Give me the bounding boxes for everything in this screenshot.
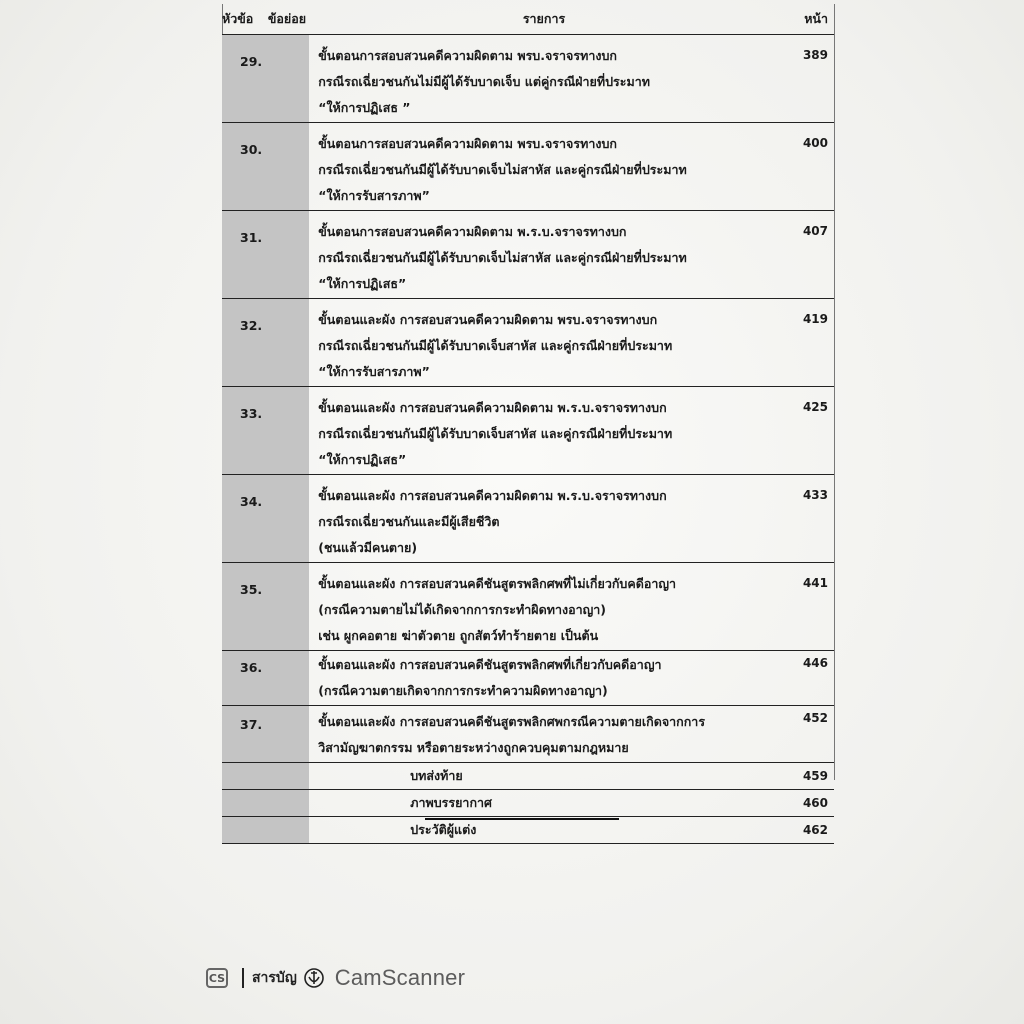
toc-header-row xyxy=(222,4,834,35)
entry-page: 407 xyxy=(802,224,828,238)
toc-entry xyxy=(222,706,834,763)
entry-line: (ชนแล้วมีคนตาย) xyxy=(318,540,418,555)
entry-page: 446 xyxy=(802,656,828,670)
police-emblem-icon xyxy=(303,967,325,989)
col-header-sub: ข้อย่อย xyxy=(267,4,309,35)
entry-line: (กรณีความตายไม่ได้เกิดจากการกระทำผิดทางอาญา) xyxy=(318,602,606,617)
entry-line: วิสามัญฆาตกรรม หรือตายระหว่างถูกควบคุมตามกฎหมาย xyxy=(318,740,629,755)
entry-line: กรณีรถเฉี่ยวชนกันมีผู้ได้รับบาดเจ็บสาหัส และคู่กรณีฝ่ายที่ประมาท xyxy=(318,426,673,441)
entry-page: 400 xyxy=(802,136,828,150)
entry-line: ขั้นตอนและผัง การสอบสวนคดีชันสูตรพลิกศพที่ไม่เกี่ยวกับคดีอาญา xyxy=(318,576,677,591)
end-rule xyxy=(425,818,619,820)
entry-number: 32. xyxy=(240,318,263,333)
toc-entry xyxy=(222,651,834,706)
entry-line: กรณีรถเฉี่ยวชนกันมีผู้ได้รับบาดเจ็บไม่สาหัส และคู่กรณีฝ่ายที่ประมาท xyxy=(318,162,687,177)
tail-title: ประวัติผู้แต่ง xyxy=(410,822,477,837)
col-header-item: รายการ xyxy=(309,4,779,35)
entry-page: 425 xyxy=(802,400,828,414)
col-header-page: หน้า xyxy=(779,4,834,35)
toc-tail-row xyxy=(222,763,834,790)
toc-entry xyxy=(222,211,834,299)
toc-entry xyxy=(222,475,834,563)
entry-page: 441 xyxy=(802,576,828,590)
tail-page: 462 xyxy=(779,817,834,844)
entry-page: 419 xyxy=(802,312,828,326)
entry-line: ขั้นตอนการสอบสวนคดีความผิดตาม พรบ.จราจรทางบก xyxy=(318,48,617,63)
toc-body xyxy=(222,35,834,844)
entry-number: 35. xyxy=(240,582,263,597)
entry-line: “ให้การปฏิเสธ” xyxy=(318,452,407,467)
toc-entry xyxy=(222,299,834,387)
entry-line: ขั้นตอนและผัง การสอบสวนคดีชันสูตรพลิกศพที่เกี่ยวกับคดีอาญา xyxy=(318,657,662,672)
entry-number: 33. xyxy=(240,406,263,421)
entry-number: 31. xyxy=(240,230,263,245)
tail-title: บทส่งท้าย xyxy=(410,768,463,783)
entry-line: “ให้การปฏิเสธ ” xyxy=(318,100,411,115)
toc-entry xyxy=(222,35,834,123)
entry-line: กรณีรถเฉี่ยวชนกันมีผู้ได้รับบาดเจ็บไม่สาหัส และคู่กรณีฝ่ายที่ประมาท xyxy=(318,250,687,265)
entry-line: ขั้นตอนการสอบสวนคดีความผิดตาม พรบ.จราจรทางบก xyxy=(318,136,617,151)
entry-number: 34. xyxy=(240,494,263,509)
entry-number: 30. xyxy=(240,142,263,157)
toc-entry xyxy=(222,123,834,211)
toc-entry xyxy=(222,563,834,651)
footer-label: สารบัญ xyxy=(252,970,297,986)
entry-line: “ให้การรับสารภาพ” xyxy=(318,364,430,379)
toc-entry xyxy=(222,387,834,475)
entry-line: ขั้นตอนและผัง การสอบสวนคดีความผิดตาม พรบ.จราจรทางบก xyxy=(318,312,658,327)
entry-line: ขั้นตอนและผัง การสอบสวนคดีความผิดตาม พ.ร.บ.จราจรทางบก xyxy=(318,488,667,503)
entry-line: กรณีรถเฉี่ยวชนกันไม่มีผู้ได้รับบาดเจ็บ แต่คู่กรณีฝ่ายที่ประมาท xyxy=(318,74,650,89)
entry-line: เช่น ผูกคอตาย ฆ่าตัวตาย ถูกสัตว์ทำร้ายตาย เป็นต้น xyxy=(318,628,599,643)
entry-line: “ให้การปฏิเสธ” xyxy=(318,276,407,291)
tail-page: 459 xyxy=(779,763,834,790)
tail-title: ภาพบรรยากาศ xyxy=(410,795,492,810)
entry-page: 452 xyxy=(802,711,828,725)
entry-number: 37. xyxy=(240,717,263,732)
footer xyxy=(206,965,465,991)
entry-line: ขั้นตอนและผัง การสอบสวนคดีชันสูตรพลิกศพกรณีความตายเกิดจากการ xyxy=(318,714,706,729)
table-of-contents xyxy=(222,4,834,844)
entry-line: กรณีรถเฉี่ยวชนกันมีผู้ได้รับบาดเจ็บสาหัส และคู่กรณีฝ่ายที่ประมาท xyxy=(318,338,673,353)
entry-line: (กรณีความตายเกิดจากการกระทำความผิดทางอาญา) xyxy=(318,683,608,698)
camscanner-badge-icon: CS xyxy=(206,968,228,988)
entry-page: 433 xyxy=(802,488,828,502)
entry-line: ขั้นตอนการสอบสวนคดีความผิดตาม พ.ร.บ.จราจรทางบก xyxy=(318,224,627,239)
toc-tail-row xyxy=(222,817,834,844)
table-right-border xyxy=(834,4,835,780)
entry-number: 36. xyxy=(240,660,263,675)
entry-page: 389 xyxy=(802,48,828,62)
col-header-topic: หัวข้อ xyxy=(222,4,267,35)
entry-line: ขั้นตอนและผัง การสอบสวนคดีความผิดตาม พ.ร.บ.จราจรทางบก xyxy=(318,400,667,415)
entry-line: กรณีรถเฉี่ยวชนกันและมีผู้เสียชีวิต xyxy=(318,514,500,529)
tail-page: 460 xyxy=(779,790,834,817)
camscanner-watermark: CamScanner xyxy=(334,965,466,990)
entry-number: 29. xyxy=(240,54,263,69)
footer-divider xyxy=(242,968,244,988)
entry-line: “ให้การรับสารภาพ” xyxy=(318,188,430,203)
toc-tail-row xyxy=(222,790,834,817)
